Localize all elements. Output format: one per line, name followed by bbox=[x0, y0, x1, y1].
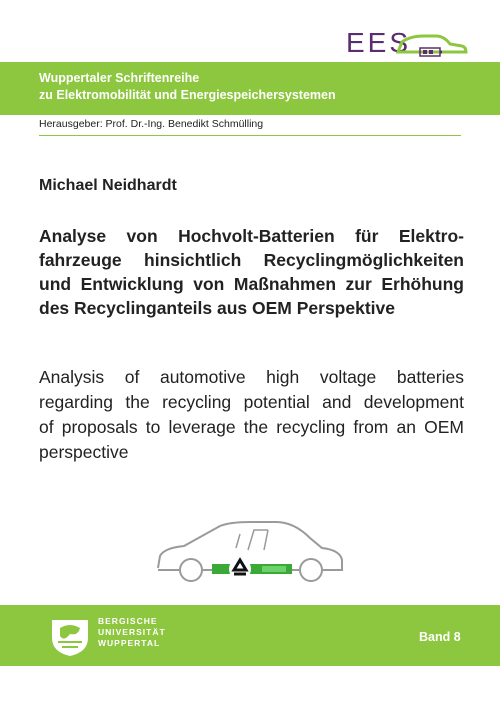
english-title-line: of proposals to leverage the recycling from an OEM bbox=[39, 417, 464, 437]
german-title bbox=[39, 224, 464, 320]
german-title-line: Analyse von Hochvolt-Batterien für Elektro- bbox=[39, 226, 464, 246]
author-name: Michael Neidhardt bbox=[39, 177, 177, 194]
german-title-line: fahrzeuge hinsichtlich Recyclingmöglichkeiten bbox=[39, 250, 464, 270]
volume-number: Band 8 bbox=[419, 630, 461, 644]
english-title-line: perspective bbox=[39, 442, 129, 462]
english-title-line: regarding the recycling potential and development bbox=[39, 392, 464, 412]
ees-logo-icon bbox=[340, 22, 470, 64]
university-crest-icon bbox=[48, 614, 92, 658]
university-name bbox=[98, 616, 166, 649]
university-line: UNIVERSITÄT bbox=[98, 627, 166, 637]
german-title-line: des Recyclinganteils aus OEM Perspektive bbox=[39, 298, 395, 318]
english-title bbox=[39, 365, 464, 465]
series-title-line-1: Wuppertaler Schriftenreihe bbox=[39, 71, 200, 85]
editor-line: Herausgeber: Prof. Dr.-Ing. Benedikt Schmülling bbox=[39, 118, 264, 130]
german-title-line: und Entwicklung von Maßnahmen zur Erhöhung bbox=[39, 274, 464, 294]
logo-text: EES bbox=[346, 27, 412, 58]
english-title-line: Analysis of automotive high voltage batteries bbox=[39, 367, 464, 387]
university-line: WUPPERTAL bbox=[98, 638, 161, 648]
car-recycling-battery-icon bbox=[150, 518, 346, 590]
series-title-line-2: zu Elektromobilität und Energiespeichersystemen bbox=[39, 88, 336, 102]
university-line: BERGISCHE bbox=[98, 616, 158, 626]
divider bbox=[39, 135, 461, 136]
